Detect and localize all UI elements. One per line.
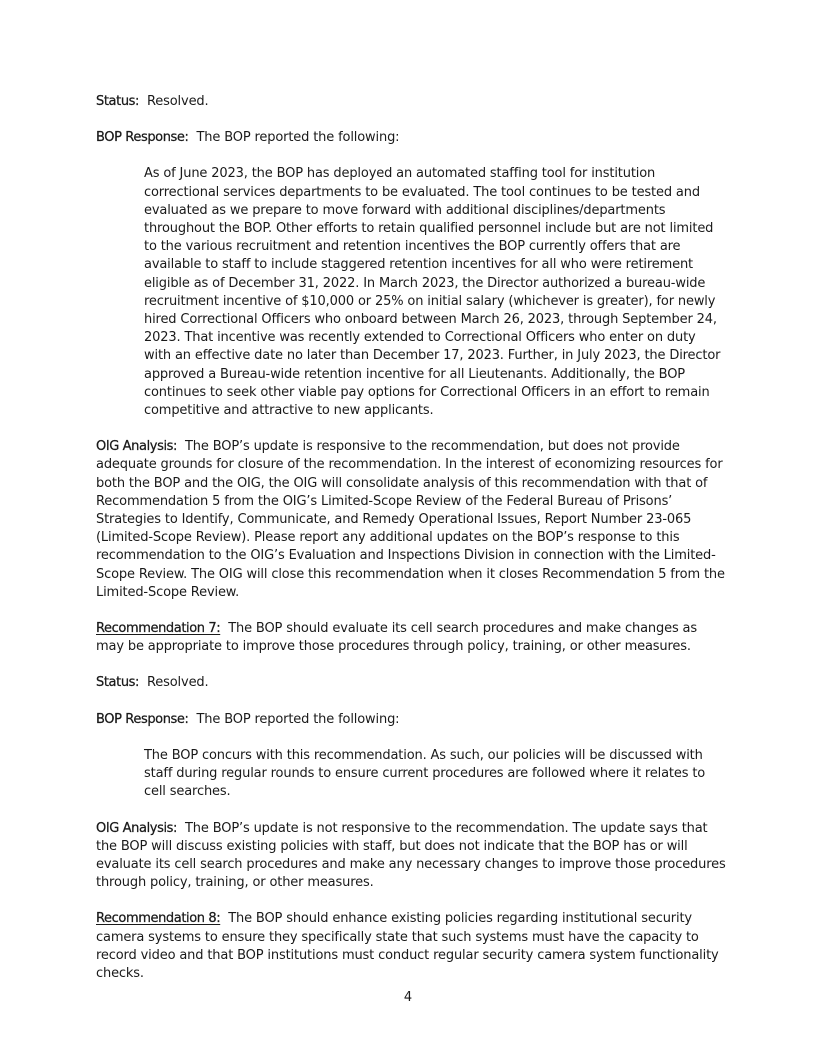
recommendation-8-paragraph: [96, 910, 726, 983]
oig-analysis-label: OIG Analysis:: [96, 439, 178, 455]
bop-response-quote: As of June 2023, the BOP has deployed an automated staffing tool for institution correctional services departments to be evaluated. The tool continues to be tested and evaluated as we prepare to move forward with additional disciplines/departments throughout the BOP. Other efforts to retain qualified personnel include but are not limited to the various recruitment and retention incentives the BOP currently offers that are available to staff to include staggered retention incentives for all who were retirement eligible as of December 31, 2022. In March 2023, the Director authorized a bureau-wide recruitment incentive of $10,000 or 25% on initial salary (whichever is greater), for newly hired Correctional Officers who onboard between March 26, 2023, through September 24, 2023. That incentive was recently extended to Correctional Officers who enter on duty with an effective date no later than December 17, 2023. Further, in July 2023, the Director approved a Bureau-wide retention incentive for all Lieutenants. Additionally, the BOP continues to seek other viable pay options for Correctional Officers in an effort to remain competitive and attractive to new applicants.: [144, 166, 721, 419]
status-paragraph-2: [96, 674, 726, 692]
recommendation-8-text: The BOP should enhance existing policies regarding institutional security camera systems to ensure they specifically state that such systems must have the capacity to record video and that BOP institutions must conduct regular security camera system functionality checks.: [96, 911, 719, 981]
bop-response-label-2: BOP Response:: [96, 711, 189, 727]
status-label-2: Status:: [96, 675, 140, 691]
oig-analysis-text-2: The BOP’s update is not responsive to the recommendation. The update says that the BOP will discuss existing policies with staff, but does not indicate that the BOP has or will evaluate its cell search procedures and make any necessary changes to improve those procedures through policy, training, or other measures.: [96, 820, 726, 891]
oig-analysis-paragraph-2: [96, 820, 726, 893]
recommendation-7-label: Recommendation 7:: [96, 621, 221, 637]
bop-response-quote-2: The BOP concurs with this recommendation. As such, our policies will be discussed with staff during regular rounds to ensure current procedures are followed where it relates to cell searches.: [144, 747, 706, 800]
bop-response-text: The BOP reported the following:: [196, 130, 400, 146]
oig-analysis-label-2: OIG Analysis:: [96, 820, 178, 836]
bop-response-paragraph-2: [96, 711, 726, 729]
oig-analysis-paragraph: [96, 438, 726, 602]
bop-response-label: BOP Response:: [96, 130, 189, 146]
document-body: [96, 93, 726, 983]
oig-analysis-text: The BOP’s update is responsive to the recommendation, but does not provide adequate grounds for closure of the recommendation. In the interest of economizing resources for both the BOP and the OIG, the OIG will consolidate analysis of this recommendation with that of Recommendation 5 from the OIG’s Limited-Scope Review of the Federal Bureau of Prisons’ Strategies to Identify, Communicate, and Remedy Operational Issues, Report Number 23-065 (Limited-Scope Review). Please report any additional updates on the BOP’s response to this recommendation to the OIG’s Evaluation and Inspections Division in connection with the Limited-Scope Review. The OIG will close this recommendation when it closes Recommendation 5 from the Limited-Scope Review.: [96, 439, 725, 600]
recommendation-8-label: Recommendation 8:: [96, 911, 221, 927]
status-paragraph: [96, 93, 726, 111]
status-value-2: Resolved.: [146, 675, 209, 691]
recommendation-7-paragraph: [96, 620, 726, 656]
status-value: Resolved.: [146, 94, 209, 109]
recommendation-7-text: The BOP should evaluate its cell search procedures and make changes as may be appropriate to improve those procedures through policy, training, or other measures.: [96, 621, 697, 655]
bop-response-paragraph: [96, 129, 726, 147]
bop-response-text-2: The BOP reported the following:: [196, 711, 400, 727]
page-number: 4: [403, 990, 413, 1005]
status-label: Status:: [96, 94, 140, 109]
